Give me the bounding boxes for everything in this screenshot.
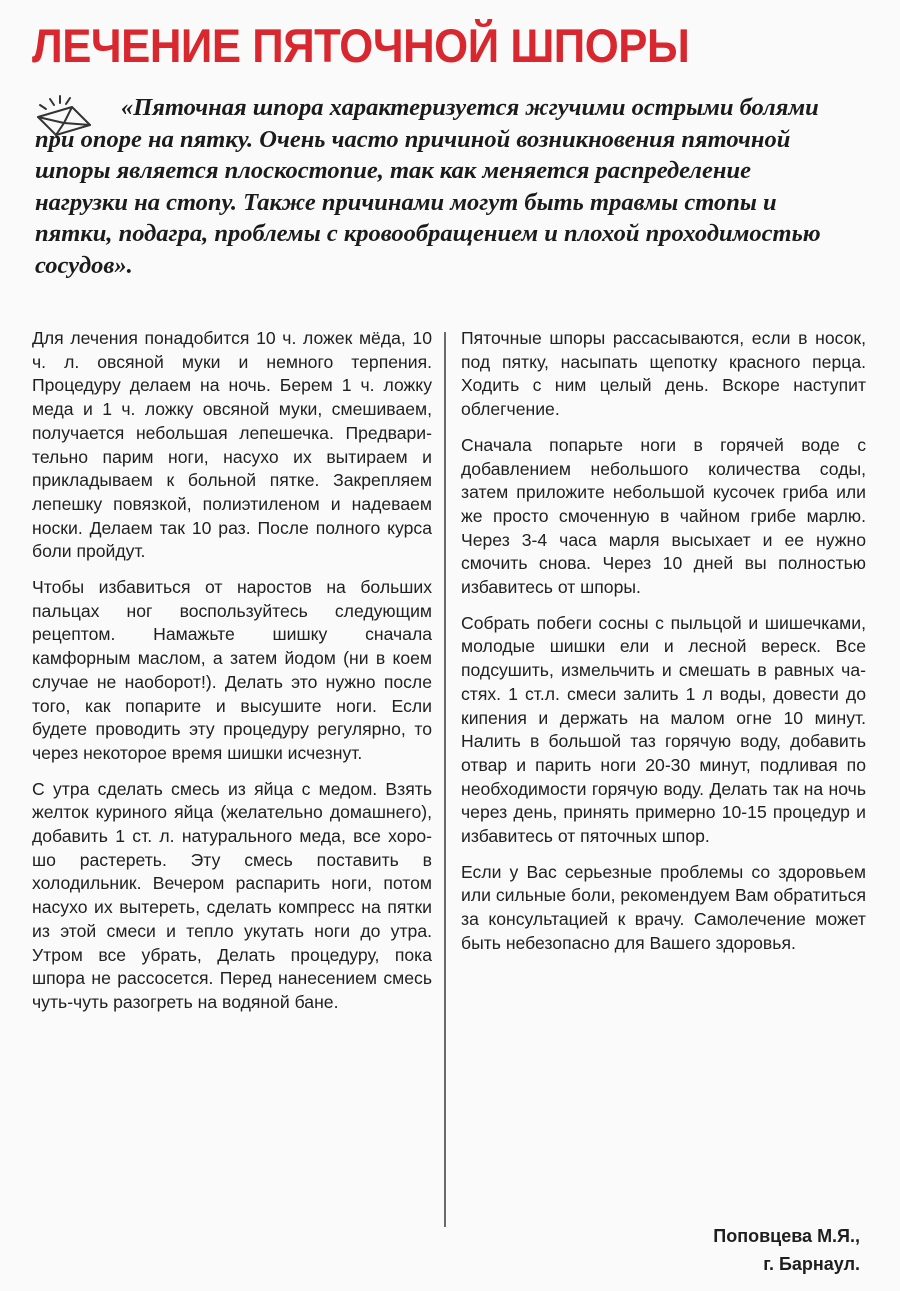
paragraph: Если у Вас серьезные проблемы со здоровьем или сильные боли, рекомендуем Вам обратиться за консультацией к врачу. Самолечение может быть небезопасно для Вашего здоровья. <box>461 861 866 953</box>
column-divider <box>444 332 446 1227</box>
left-column <box>32 327 432 1027</box>
article-title: ЛЕЧЕНИЕ ПЯТОЧНОЙ ШПОРЫ <box>32 19 690 72</box>
paragraph: Для лечения понадобится 10 ч. ложек мёда, 10 ч. л. овсяной муки и немного терпения. Процедуру делаем на ночь. Берем 1 ч. ложку меда и 1 ч. ложку овсяной муки, смешиваем, получается небольшая лепешечка. Предварительно парим ноги, насухо их вытираем и прикладываем к больной пятке. Закрепляем лепешку повязкой, полиэтиленом и надеваем носки. Делаем так 10 раз. После полного курса боли пройдут. <box>32 328 432 562</box>
paragraph: Сначала попарьте ноги в горячей воде с добавлением небольшого количества соды, затем приложите небольшой кусочек гриба или же просто смоченную в чайном грибе марлю. Через 3-4 часа марля высыхает и ее нужно смочить снова. Через 10 дней вы полностью избавитесь от шпоры. <box>461 434 866 598</box>
author-signature <box>713 1222 860 1278</box>
paragraph: Чтобы избавиться от наростов на больших пальцах ног воспользуйтесь следующим рецептом. Намажьте шишку сначала камфорным маслом, а затем йодом (ни в коем случае не наоборот!). Делать это нужно после того, как попарите и высушите ноги. Если будете проводить эту процедуру регулярно, то через некоторое время шишки исчезнут. <box>32 577 432 763</box>
author-city: г. Барнаул. <box>763 1254 860 1274</box>
right-column <box>461 327 866 968</box>
paragraph: Собрать побеги сосны с пыльцой и шишечками, молодые шишки ели и лесной вереск. Все подсушить, измельчить и смешать в равных частях. 1 ст.л. смеси залить 1 л воды, довести до кипения и держать на малом огне 10 минут. Налить в большой таз горячую воду, добавить отвар и парить ноги 20-30 минут, подливая по необходимости горячую воду. Делать так на ночь через день, принять примерно 10-15 процедур и избавитесь от пяточных шпор. <box>461 612 866 847</box>
paragraph: Пяточные шпоры рассасываются, если в носок, под пятку, насыпать щепотку красного перца. Ходить с ним целый день. Вскоре наступит облегчение. <box>461 328 866 420</box>
author-name: Поповцева М.Я., <box>713 1226 860 1246</box>
article-intro: «Пяточная шпора характеризуется жгучими острыми болями при опоре на пятку. Очень часто причиной возникновения пяточной шпоры является плоскостопие, так как меняется распределение нагрузки на стопу. Также причинами могут быть травмы стопы и пятки, подагра, проблемы с кровообращением и плохой проходимостью сосудов». <box>35 94 821 279</box>
paragraph: С утра сделать смесь из яйца с медом. Взять желток куриного яйца (желательно домашнего), добавить 1 ст. л. натурального меда, все хорошо растереть. Эту смесь поставить в холодильник. Вечером распарить ноги, потом насухо их вытереть, сделать компресс на пятки из этой смеси и тепло укутать ноги до утра. Утром все убрать, Делать процедуру, пока шпора не рассосется. Перед нанесением смесь чуть-чуть разогреть на водяной бане. <box>32 778 432 1012</box>
